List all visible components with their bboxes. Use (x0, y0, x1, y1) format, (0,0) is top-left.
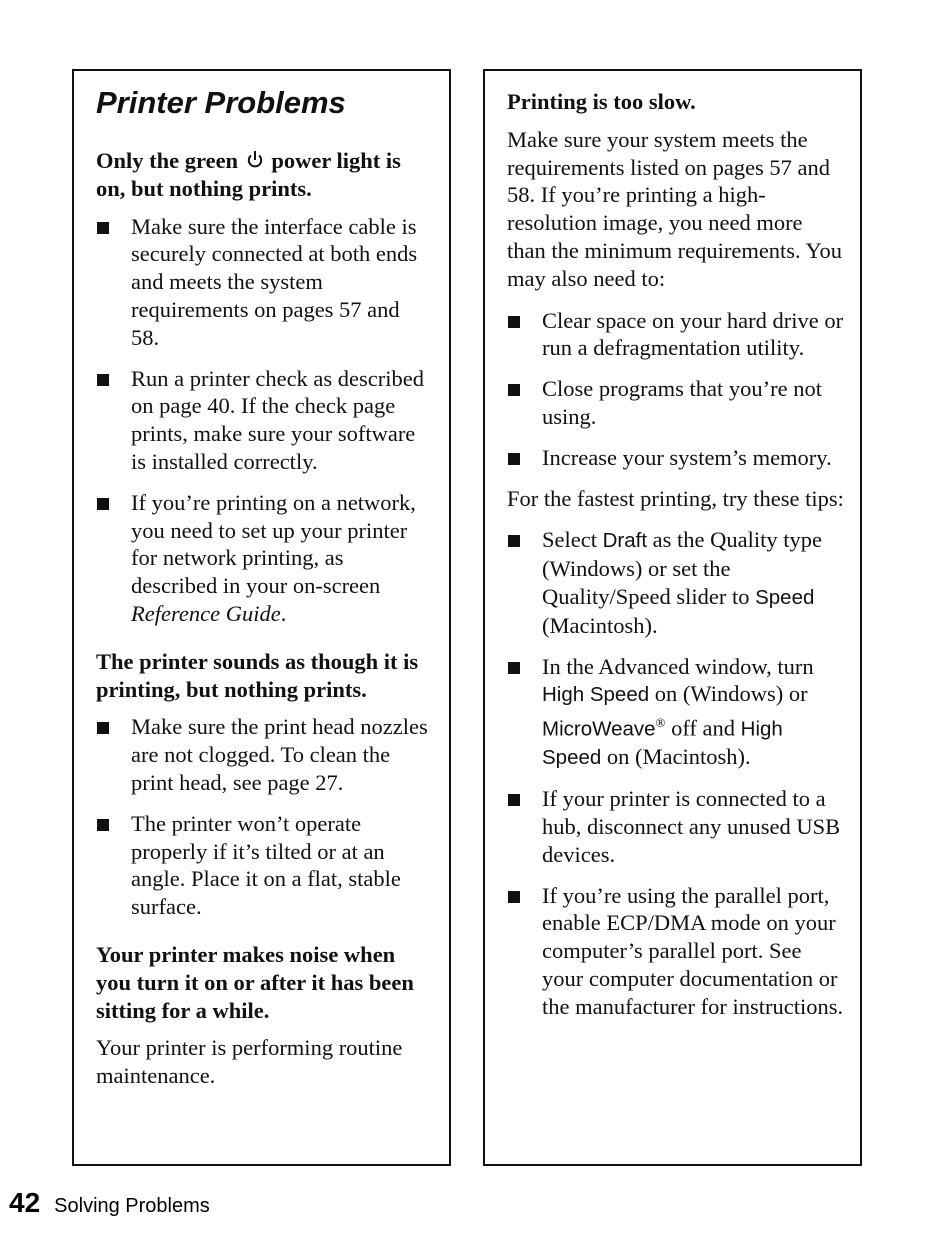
bullet-square-icon (508, 316, 520, 328)
section-text-maintenance: Your printer is performing routine maintenance. (96, 1035, 403, 1089)
list-item (96, 489, 431, 628)
tips-intro: For the fastest printing, try these tips: (507, 485, 844, 511)
draft-setting-label: Draft (602, 529, 648, 553)
tip-text: on (Macintosh). (606, 744, 751, 770)
list-item (507, 882, 846, 1021)
section-heading-makes-noise: Your printer makes noise when you turn it on or after it has been sitting for a while. (96, 941, 414, 1023)
list-item (96, 810, 431, 921)
section-heading-green-light (96, 147, 431, 203)
list-item-text: Clear space on your hard drive or run a defragmentation utility. (542, 307, 844, 361)
list-item (96, 713, 431, 796)
bullet-square-icon (508, 453, 520, 465)
bullet-square-icon (508, 662, 520, 674)
list-item-text: Run a printer check as described on page 40. If the check page prints, make sure your software is installed correctly. (131, 365, 425, 474)
list-item (507, 785, 846, 868)
footer-section-name: Solving Problems (54, 1195, 210, 1217)
bullet-square-icon (97, 498, 109, 510)
bullet-list-sounds-printing (96, 713, 431, 921)
bullet-square-icon (97, 722, 109, 734)
tip-text: on (Windows) or (654, 681, 808, 707)
list-item-text: Increase your system’s memory. (542, 444, 832, 470)
list-item (507, 375, 846, 431)
registered-mark: ® (655, 715, 666, 731)
bullet-square-icon (97, 222, 109, 234)
list-item (96, 365, 431, 476)
page-title: Printer Problems (96, 85, 346, 120)
tip-text: as the Quality type (Windows) or set the Quality/Speed slider to (542, 527, 823, 609)
bullet-list-green-light (96, 213, 431, 628)
list-item-text: Make sure the print head nozzles are not clogged. To clean the print head, see page 27. (131, 714, 428, 795)
list-item-text: Close programs that you’re not using. (542, 376, 822, 429)
high-speed-setting-label: High Speed (542, 683, 650, 707)
list-item-text: The printer won’t operate properly if it’s tilted or at an angle. Place it on a flat, stable surface. (131, 810, 401, 920)
page-number: 42 (9, 1187, 41, 1218)
bullet-square-icon (508, 384, 520, 396)
bullet-square-icon (97, 819, 109, 831)
list-item (507, 653, 846, 773)
bullet-square-icon (97, 374, 109, 386)
section-heading-too-slow: Printing is too slow. (507, 89, 696, 114)
heading-text-end: power light is on, but nothing prints. (96, 148, 401, 201)
power-icon (246, 149, 264, 171)
tip-text: Select (542, 527, 597, 553)
tip-text: off and (671, 715, 736, 741)
bullet-square-icon (508, 535, 520, 547)
section-heading-sounds-printing: The printer sounds as though it is printing, but nothing prints. (96, 648, 419, 702)
microweave-setting-label: MicroWeave (542, 717, 656, 741)
reference-guide-title: Reference Guide (131, 600, 281, 626)
list-item (507, 444, 846, 472)
speed-setting-label: Speed (755, 585, 815, 609)
list-item-text: If you’re printing on a network, you need to set up your printer for network printing, as described in your on-screen (131, 489, 416, 599)
bullet-square-icon (508, 891, 520, 903)
bullet-square-icon (508, 794, 520, 806)
list-item (96, 213, 431, 352)
page-footer (9, 1187, 210, 1219)
list-item-text: If you’re using the parallel port, enable ECP/DMA mode on your computer’s parallel port. See your computer documentation or the manufacturer for instructions. (542, 882, 844, 1019)
left-column-box (72, 69, 451, 1166)
section-intro-requirements: Make sure your system meets the requirements listed on pages 57 and 58. If you’re printing a high-resolution image, you need more than the minimum requirements. You may also need to: (507, 126, 842, 291)
list-item-text: If your printer is connected to a hub, disconnect any unused USB devices. (542, 786, 841, 867)
right-column-box (483, 69, 862, 1166)
list-item (507, 307, 846, 363)
tip-text: (Macintosh). (542, 612, 658, 638)
list-item-text: Make sure the interface cable is securely connected at both ends and meets the system requirements on pages 57 and 58. (131, 213, 418, 350)
bullet-list-tips (507, 526, 846, 1020)
list-item-text-end: . (280, 600, 287, 626)
heading-text-start: Only the green (96, 148, 239, 173)
high-speed-setting-label: High Speed (542, 717, 783, 770)
tip-text: In the Advanced window, turn (542, 653, 814, 679)
bullet-list-system (507, 307, 846, 472)
list-item (507, 526, 846, 639)
